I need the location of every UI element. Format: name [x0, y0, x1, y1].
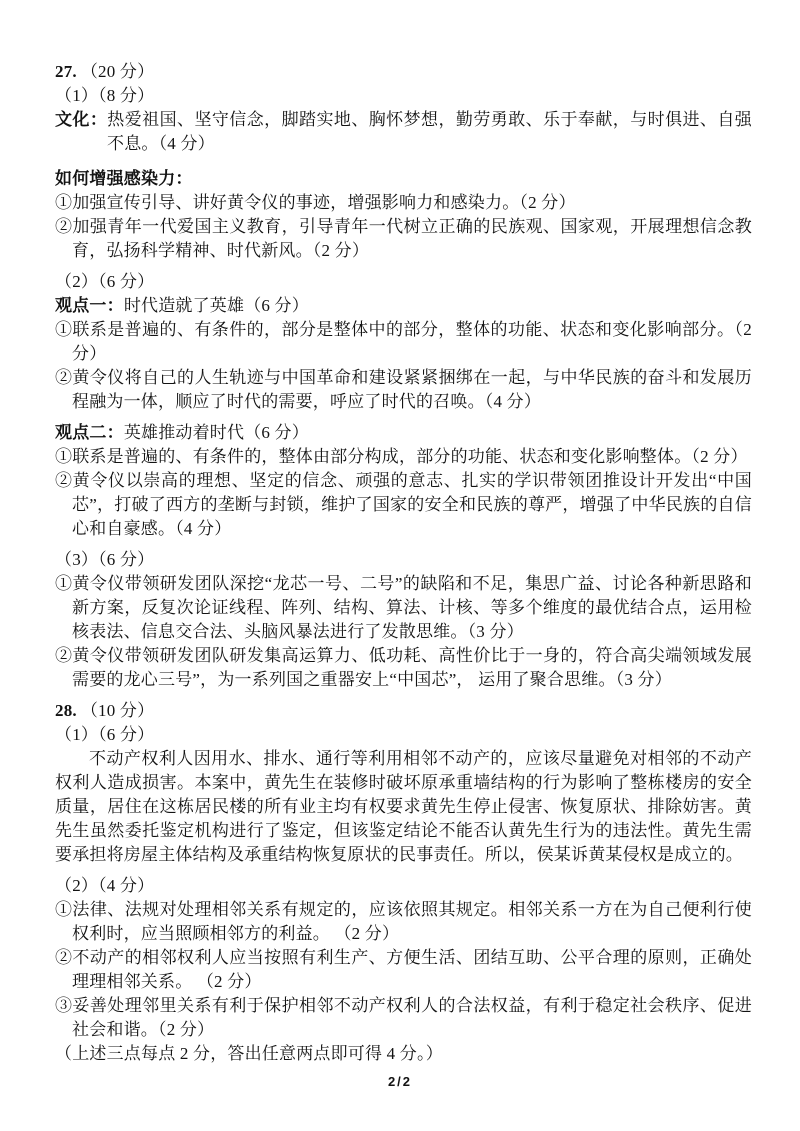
q28-heading — [55, 699, 752, 723]
q28-part2-point-2: ②不动产的相邻权利人应当按照有利生产、方便生活、团结互助、公平合理的原则，正确处理理相邻关系。 （2 分） — [55, 948, 752, 991]
q28-score: （10 分） — [80, 701, 155, 720]
q28-part1-answer: 不动产权利人因用水、排水、通行等利用相邻不动产的，应该尽量避免对相邻的不动产权利人造成损害。本案中，黄先生在装修时破坏原承重墙结构的行为影响了整栋楼房的安全质量，居住在这栋居民楼的所有业主均有权要求黄先生停止侵害、恢复原状、排除妨害。黄先生虽然委托鉴定机构进行了鉴定，但该鉴定结论不能否认黄先生行为的违法性。黄先生需要承担将房屋主体结构及承重结构恢复原状的民事责任。所以，侯某诉黄某侵权是成立的。 — [55, 749, 752, 864]
view2-label: 观点二： — [55, 423, 124, 442]
q28-part2-point-3: ③妥善处理邻里关系有利于保护相邻不动产权利人的合法权益，有利于稳定社会秩序、促进社会和谐。（2 分） — [55, 996, 752, 1039]
q27-view2-point-1: ①联系是普遍的、有条件的，整体由部分构成，部分的功能、状态和变化影响整体。（2 分） — [55, 447, 748, 466]
culture-text: 热爱祖国、坚守信念，脚踏实地、胸怀梦想，勤劳勇敢、乐于奉献，与时俱进、自强不息。（4 分） — [107, 110, 752, 153]
q27-part3-point-1: ①黄令仪带领研发团队深挖“龙芯一号、二号”的缺陷和不足，集思广益、讨论各种新思路和新方案，反复次论证线程、阵列、结构、算法、计核、等多个维度的最优结合点，运用检核表法、信息交合法、头脑风暴法进行了发散思维。（3 分） — [55, 574, 752, 641]
view2-title: 英雄推动着时代（6 分） — [123, 423, 309, 442]
view1-label: 观点一： — [55, 296, 124, 315]
q28-scoring-note: （上述三点每点 2 分，答出任意两点即可得 4 分。） — [55, 1044, 443, 1063]
q27-part2-label: （2）（6 分） — [55, 272, 155, 291]
view1-title: 时代造就了英雄（6 分） — [123, 296, 309, 315]
q27-view1-point-1: ①联系是普遍的、有条件的，部分是整体中的部分，整体的功能、状态和变化影响部分。（2 分） — [55, 320, 752, 363]
q27-view2-heading — [55, 421, 752, 445]
q27-enhance-point-1: ①加强宣传引导、讲好黄令仪的事迹，增强影响力和感染力。（2 分） — [55, 193, 576, 212]
page-number: 2/2 — [387, 1074, 413, 1089]
culture-label: 文化： — [55, 110, 108, 129]
answers-content — [55, 60, 752, 1066]
q27-part3-label: （3）（6 分） — [55, 550, 155, 569]
q27-part1-culture-answer — [55, 108, 752, 156]
q28-part1-label: （1）（6 分） — [55, 725, 155, 744]
q27-number: 27. — [55, 62, 77, 81]
q27-enhance-heading: 如何增强感染力： — [55, 169, 193, 188]
q27-view1-point-2: ②黄令仪将自己的人生轨迹与中国革命和建设紧紧捆绑在一起，与中华民族的奋斗和发展历程融为一体，顺应了时代的需要，呼应了时代的召唤。（4 分） — [55, 368, 752, 411]
q28-part2-label: （2）（4 分） — [55, 876, 155, 895]
q27-view1-heading — [55, 294, 752, 318]
q27-score: （20 分） — [80, 62, 155, 81]
q27-heading — [55, 60, 752, 84]
q27-enhance-point-2: ②加强青年一代爱国主义教育，引导青年一代树立正确的民族观、国家观，开展理想信念教育，弘扬科学精神、时代新风。（2 分） — [55, 217, 752, 260]
q27-part1-label: （1）（8 分） — [55, 86, 155, 105]
q27-view2-point-2: ②黄令仪以崇高的理想、坚定的信念、顽强的意志、扎实的学识带领团推设计开发出“中国芯”，打破了西方的垄断与封锁，维护了国家的安全和民族的尊严，增强了中华民族的自信心和自豪感。（4 分） — [55, 471, 752, 538]
q28-number: 28. — [55, 701, 77, 720]
q27-part3-point-2: ②黄令仪带领研发团队研发集高运算力、低功耗、高性价比于一身的，符合高尖端领域发展需要的龙心三号”，为一系列国之重器安上“中国芯”， 运用了聚合思维。（3 分） — [55, 646, 752, 689]
q28-part2-point-1: ①法律、法规对处理相邻关系有规定的，应该依照其规定。相邻关系一方在为自己便利行使权利时，应当照顾相邻方的利益。 （2 分） — [55, 900, 752, 943]
